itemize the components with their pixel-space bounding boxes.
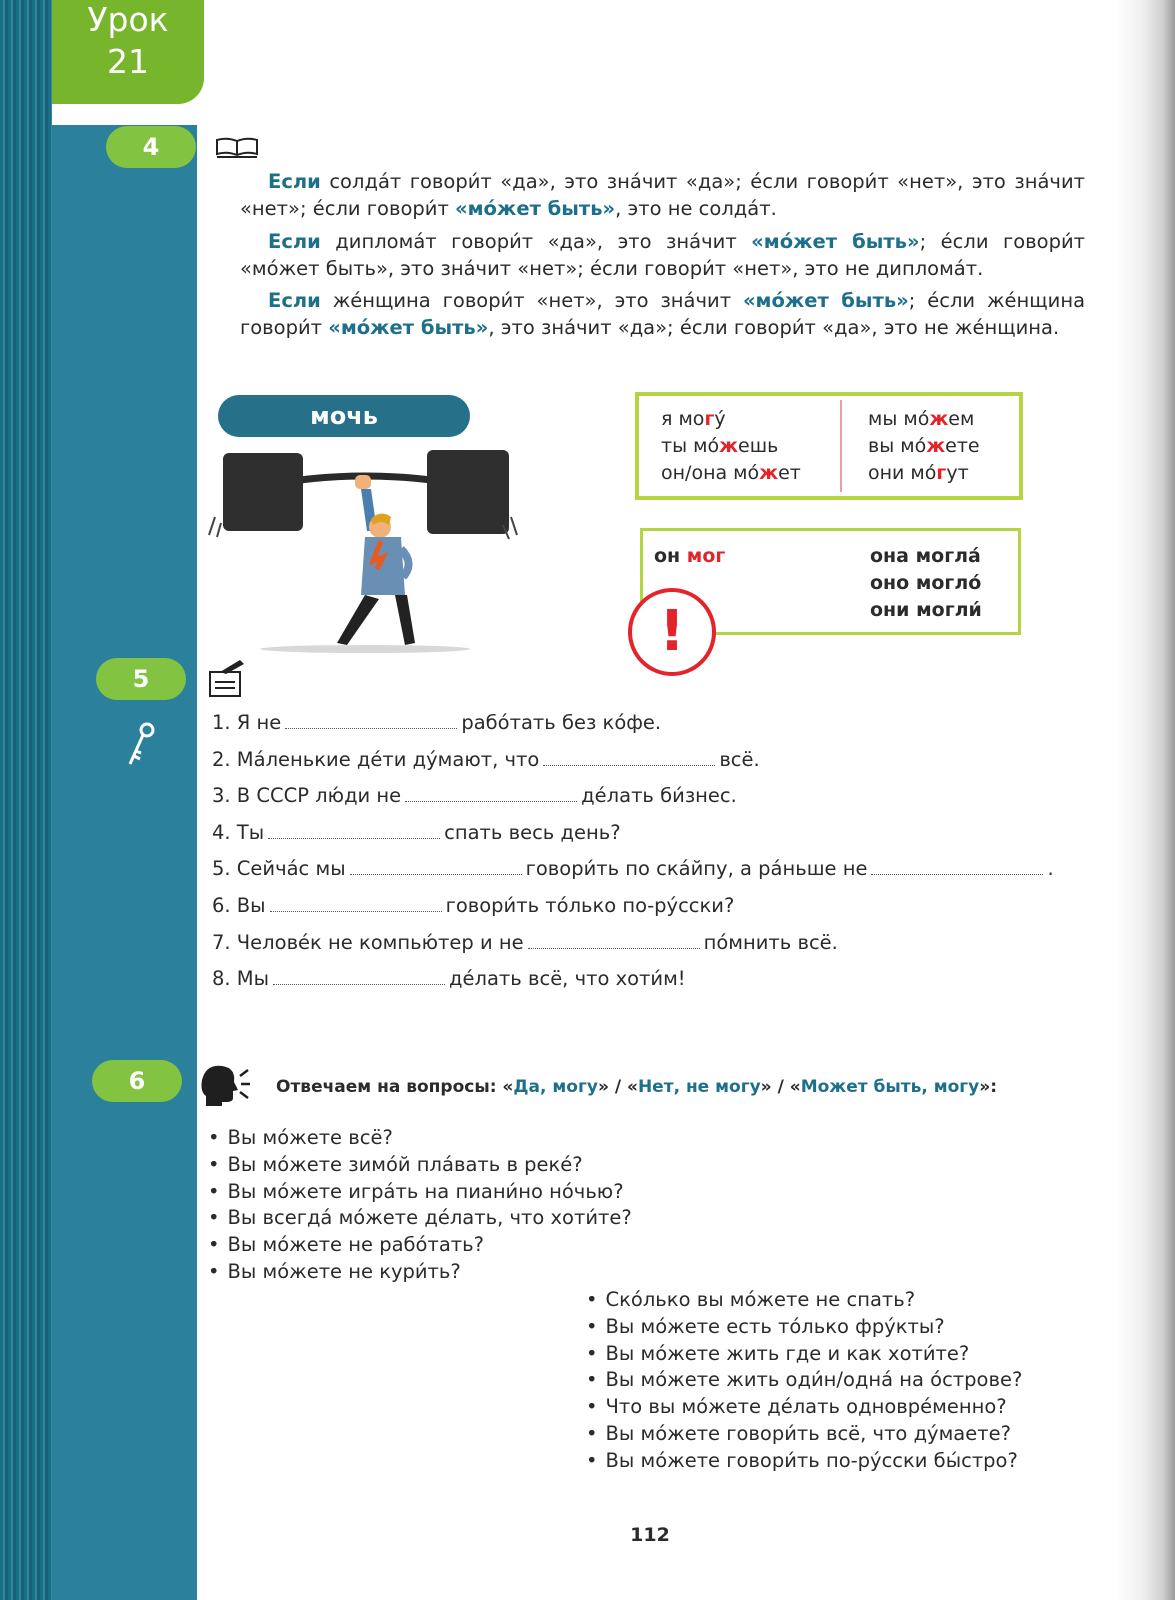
list-item: • Вы мóжете жить где и как хоти́те? xyxy=(586,1341,1022,1368)
list-item: • Вы всегдá мóжете дéлать, что хоти́те? xyxy=(208,1205,632,1232)
plural-forms xyxy=(868,406,980,487)
past-they: они могли́ xyxy=(870,599,982,621)
book-binding-shadow xyxy=(1115,0,1175,1600)
answer-blank[interactable] xyxy=(285,711,457,729)
exercise-6-instruction: Отвечаем на вопросы: «Да, могу» / «Нет, не могу» / «Может быть, могу»: xyxy=(276,1077,998,1097)
list-item: 4. Ты спать весь день? xyxy=(212,820,621,844)
present-tense-table xyxy=(635,392,1023,500)
list-item: • Вы мóжете всё? xyxy=(208,1125,632,1152)
answer-blank[interactable] xyxy=(405,784,577,802)
past-he: он мог xyxy=(654,545,726,567)
list-item: • Вы мóжете говори́ть всё, что дýмаете? xyxy=(586,1421,1022,1448)
answer-blank[interactable] xyxy=(273,967,445,985)
questions-left xyxy=(208,1125,632,1286)
list-item: 2. Мáленькие дéти дýмают, что всё. xyxy=(212,747,760,771)
paragraph-woman: Если жéнщина говори́т «нет», это зна́чит «мóжет быть»; éсли жéнщина говори́т «мóжет быть», это зна́чит «да»; éсли говори́т «да», это не жéнщина. xyxy=(240,289,1086,339)
answer-blank[interactable] xyxy=(268,821,440,839)
answer-blank[interactable] xyxy=(270,894,442,912)
exercise-5-badge: 5 xyxy=(96,658,186,700)
list-item: • Вы мóжете игрáть на пиани́но нóчью? xyxy=(208,1179,632,1206)
singular-forms xyxy=(661,406,801,487)
verb-title: мочь xyxy=(218,395,470,437)
answer-blank[interactable] xyxy=(528,931,700,949)
list-item: • Вы мóжете жить оди́н/однá на óстрове? xyxy=(586,1367,1022,1394)
list-item: • Вы мóжете говори́ть по-рýсски бы́стро? xyxy=(586,1448,1022,1475)
side-strip xyxy=(52,125,197,1600)
lesson-number: 21 xyxy=(107,42,149,81)
key-icon xyxy=(120,720,160,768)
list-item: • Вы мóжете есть тóлько фрýкты? xyxy=(586,1314,1022,1341)
answer-blank[interactable] xyxy=(871,857,1043,875)
table-divider xyxy=(840,400,842,492)
form-ty: ты мóжешь xyxy=(661,435,779,457)
list-item: • Вы мóжете не кури́ть? xyxy=(208,1259,632,1286)
list-item: • Вы мóжете не рабóтать? xyxy=(208,1232,632,1259)
lesson-tab xyxy=(52,0,204,104)
list-item: 6. Вы говори́ть тóлько по-рýсски? xyxy=(212,893,735,917)
exercise-6-badge: 6 xyxy=(92,1060,182,1102)
list-item: 8. Мы дéлать всё, что хоти́м! xyxy=(212,967,686,991)
list-item: 3. В СССР лю́ди не дéлать би́знес. xyxy=(212,784,737,808)
past-she: она моглá xyxy=(870,545,981,567)
list-item: 1. Я не рабóтать без кóфе. xyxy=(212,711,662,734)
pencil-notepad-icon xyxy=(206,658,248,700)
paragraph-diplomat: Если дипломáт говори́т «да», это зна́чит «мóжет быть»; éсли говори́т «мóжет быть», это зна́чит «нет»; éсли говори́т «нет», это не дипломáт. xyxy=(240,230,1085,280)
lesson-word: Урок xyxy=(87,0,169,39)
warning-icon: ! xyxy=(628,588,716,676)
form-vy: вы мóжете xyxy=(868,435,980,457)
list-item: 5. Сейчáс мы говори́ть по скáйпу, а рáньше не . xyxy=(212,857,1054,881)
list-item: • Что вы мóжете дéлать одноврéменно? xyxy=(586,1394,1022,1421)
weightlifter-illustration xyxy=(205,445,525,655)
past-it: оно моглó xyxy=(870,572,982,594)
exercise-4-badge: 4 xyxy=(106,126,196,168)
list-item: • Вы мóжете зимóй плáвать в рекé? xyxy=(208,1152,632,1179)
speaking-head-icon xyxy=(198,1062,252,1110)
form-on-ona: он/она мóжет xyxy=(661,462,801,484)
open-book-icon xyxy=(215,136,259,160)
answer-blank[interactable] xyxy=(543,748,715,766)
form-oni: они мóгут xyxy=(868,462,969,484)
page-edge-decoration xyxy=(0,0,52,1600)
page-number: 112 xyxy=(630,1524,670,1546)
list-item: 7. Человéк не компью́тер и не пóмнить всё. xyxy=(212,930,838,954)
questions-right xyxy=(586,1287,1022,1475)
answer-blank[interactable] xyxy=(350,857,522,875)
form-my: мы мóжем xyxy=(868,408,975,430)
fill-in-list xyxy=(212,708,1092,1001)
paragraph-soldier: Если солдáт говори́т «да», это зна́чит «да»; éсли говори́т «нет», это зна́чит «нет»; éсли говори́т «мóжет быть», это не солдáт. xyxy=(240,170,1085,220)
form-ya: я могу́ xyxy=(661,408,726,430)
list-item: • Скóлько вы мóжете не спать? xyxy=(586,1287,1022,1314)
